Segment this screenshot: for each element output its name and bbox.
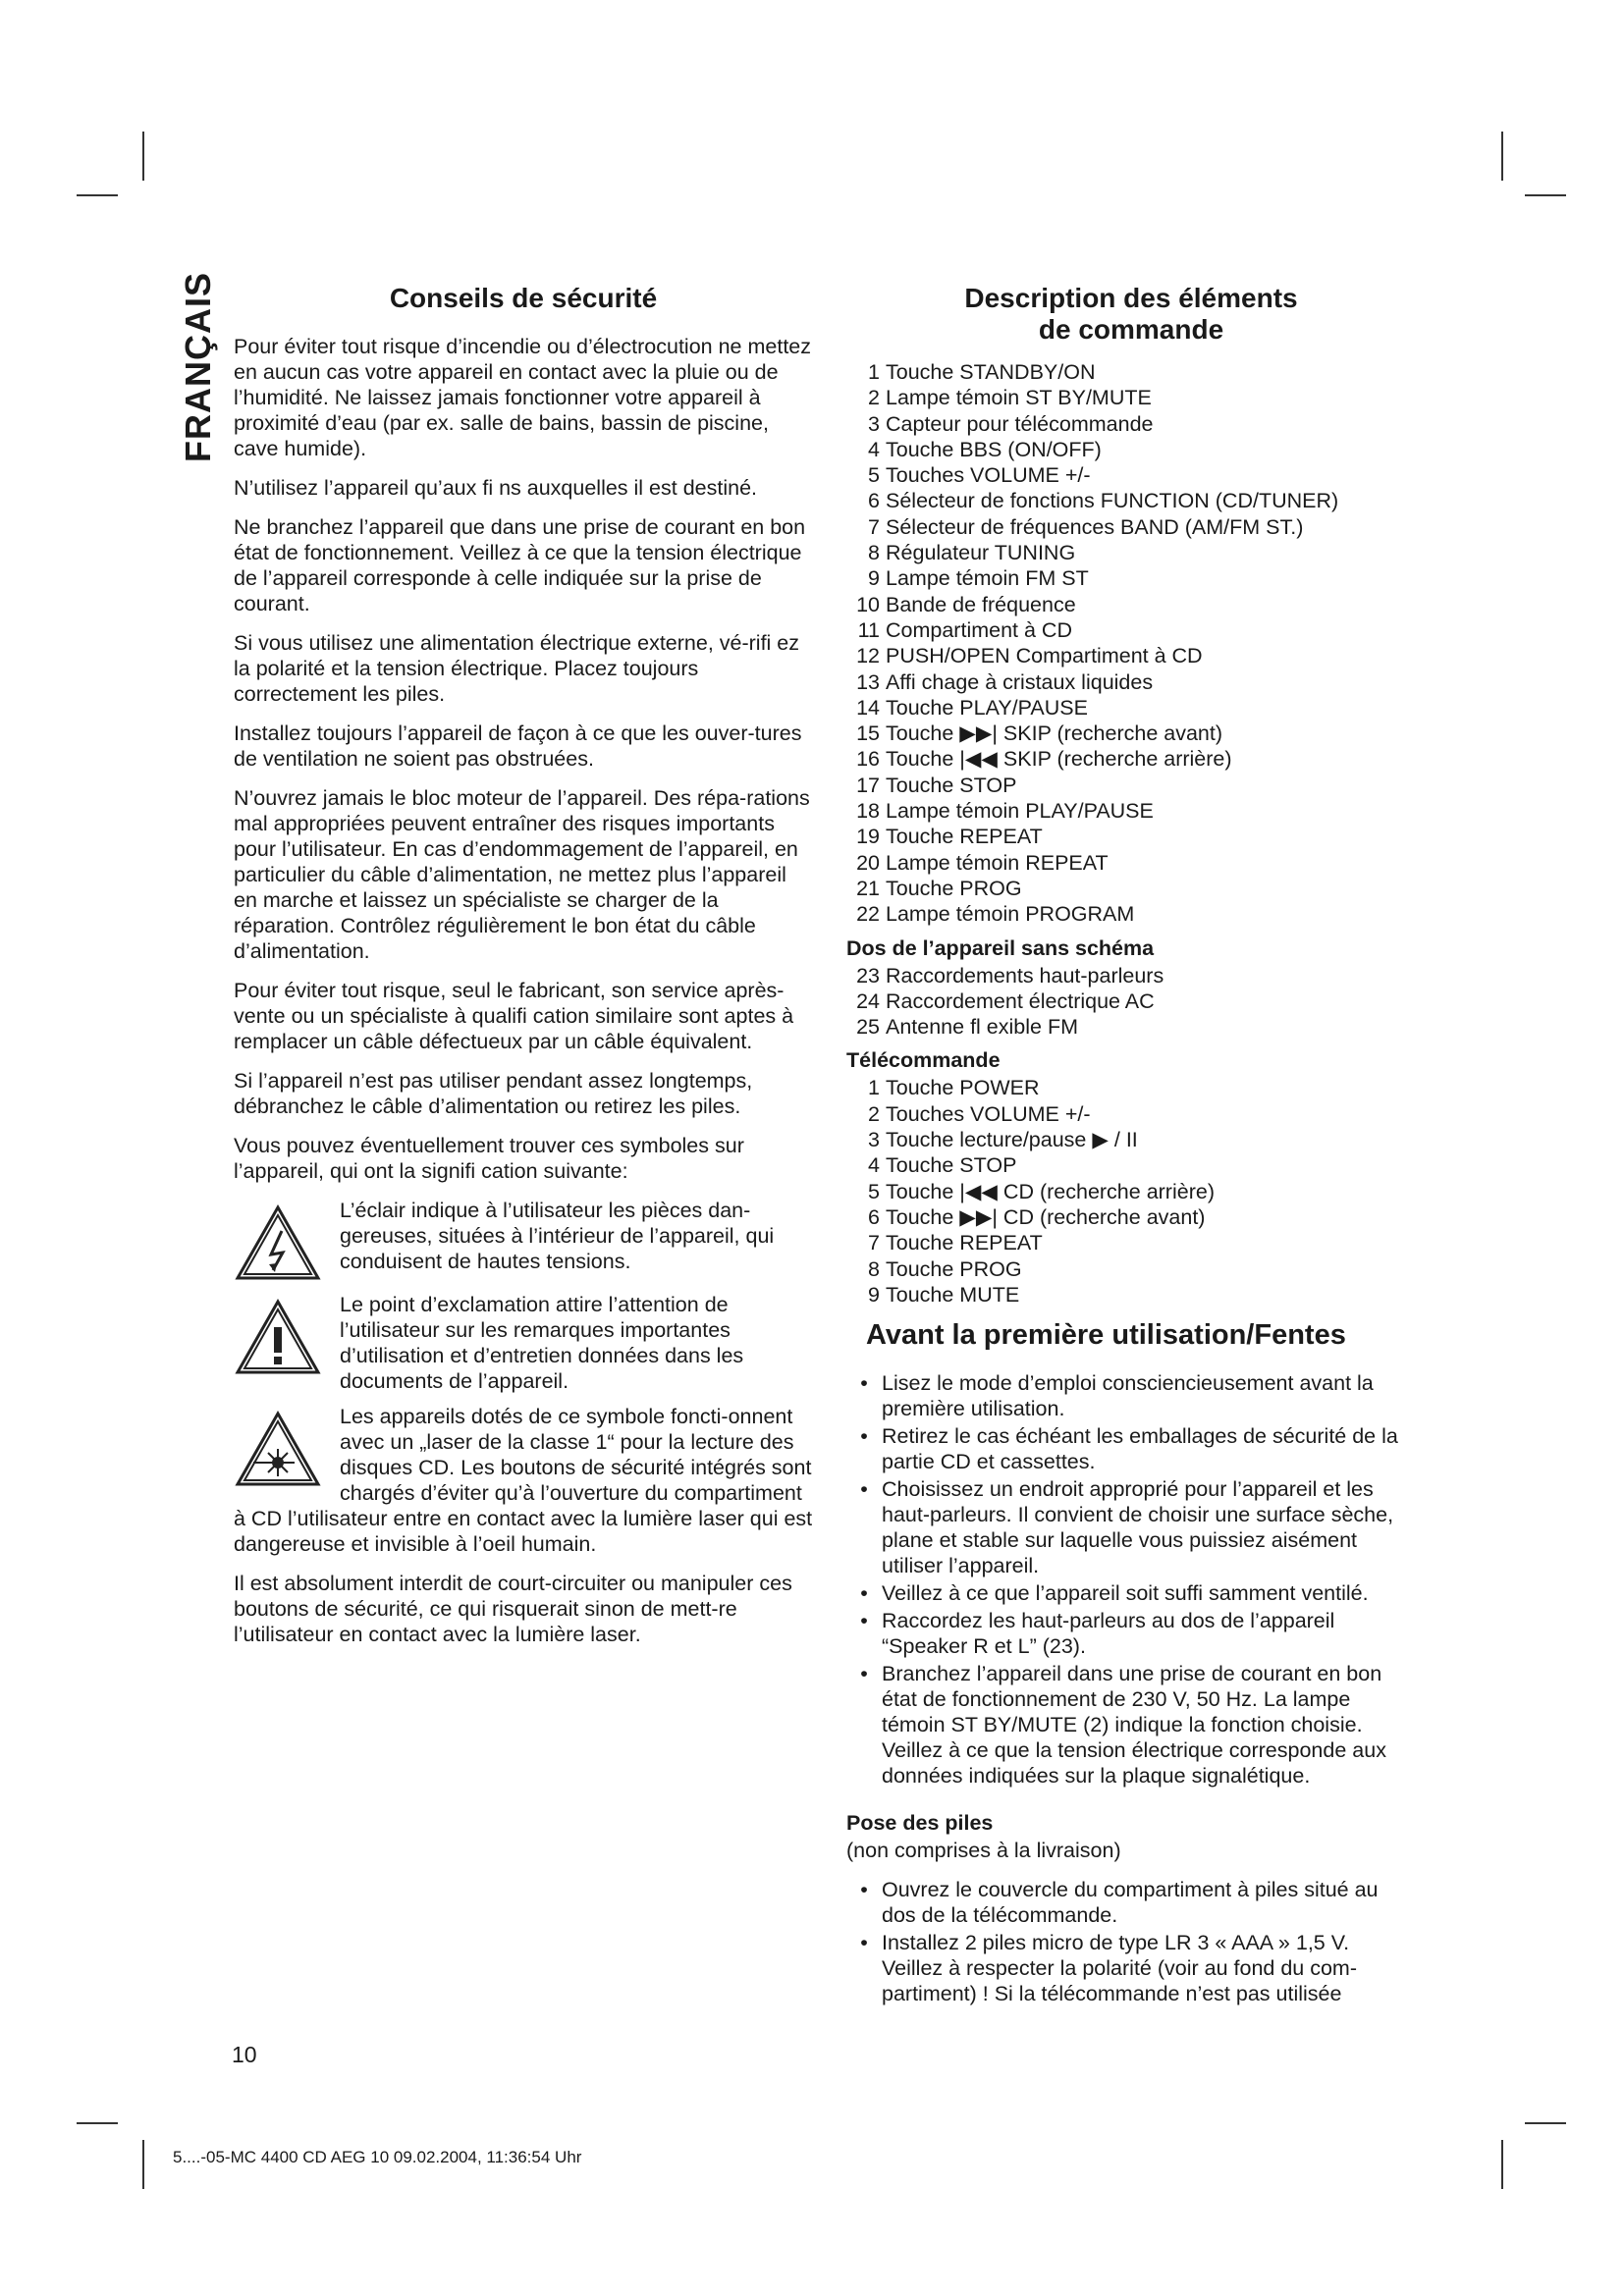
item-text: Touche PLAY/PAUSE [886, 695, 1088, 720]
list-item [846, 876, 1416, 901]
safety-paragraph: Il est absolument interdit de court-circuiter ou manipuler ces boutons de sécurité, ce qui risquerait sinon de mett-re l’utilisateur en contact avec la lumière laser. [234, 1572, 792, 1646]
item-number: 21 [856, 876, 880, 900]
list-item [846, 514, 1416, 540]
safety-paragraph: Ne branchez l’appareil que dans une prise de courant en bon état de fonctionnement. Veillez à ce que la tension électrique de l’appareil corresponde à celle indiquée sur la prise de courant. [234, 515, 806, 615]
controls-list [846, 359, 1416, 928]
item-text: Raccordements haut-parleurs [886, 963, 1164, 988]
item-text: Touche POWER [886, 1076, 1040, 1100]
item-text: Touche BBS (ON/OFF) [886, 437, 1102, 461]
item-number: 6 [868, 489, 880, 513]
item-number: 4 [868, 437, 880, 461]
item-number: 9 [868, 566, 880, 591]
bullet-icon: • [860, 1662, 868, 1686]
bullet-item [846, 1661, 1416, 1789]
item-text: Touche ▶▶| CD (recherche avant) [886, 1204, 1206, 1229]
piles-list [846, 1877, 1416, 2006]
item-text: Régulateur TUNING [886, 541, 1076, 565]
list-item [846, 1282, 1416, 1308]
item-text: Touche |◀◀ CD (recherche arrière) [886, 1179, 1215, 1203]
item-text: Lampe témoin PLAY/PAUSE [886, 799, 1154, 824]
item-number: 23 [856, 963, 880, 988]
list-item [846, 1127, 1416, 1152]
item-number: 8 [868, 541, 880, 565]
item-number: 17 [856, 773, 880, 797]
item-number: 1 [868, 360, 880, 384]
item-text: Lampe témoin ST BY/MUTE [886, 386, 1152, 410]
crop-mark [142, 2140, 144, 2189]
item-number: 10 [856, 592, 880, 616]
item-number: 14 [856, 695, 880, 720]
list-item [846, 462, 1416, 488]
bullet-icon: • [860, 1477, 868, 1502]
footer-text: 5....-05-MC 4400 CD AEG 10 09.02.2004, 11:36:54 Uhr [173, 2148, 582, 2166]
item-text: Touche REPEAT [886, 825, 1043, 849]
item-text: Bande de fréquence [886, 592, 1076, 616]
symbol-text: L’éclair indique à l’utilisateur les pièces dan-gereuses, situées à l’intérieur de l’appareil, qui conduisent de hautes tensions. [340, 1199, 775, 1273]
safety-paragraph: Si vous utilisez une alimentation électrique externe, vé-rifi ez la polarité et la tension électrique. Placez toujours correctement les piles. [234, 631, 800, 706]
item-text: Touche PROG [886, 1256, 1022, 1281]
crop-mark [1501, 2140, 1503, 2189]
item-number: 24 [856, 988, 880, 1013]
list-item [846, 695, 1416, 721]
list-item [846, 565, 1416, 591]
item-text: Touches VOLUME +/- [886, 1101, 1091, 1126]
list-item [846, 1179, 1416, 1204]
back-title: Dos de l’appareil sans schéma [846, 935, 1155, 960]
list-item [846, 721, 1416, 746]
safety-paragraph: Installez toujours l’appareil de façon à ce que les ouver-tures de ventilation ne soient pas obstruées. [234, 721, 802, 771]
bullet-item [846, 1423, 1416, 1474]
crop-mark [77, 2122, 118, 2124]
back-list [846, 963, 1416, 1041]
bullet-text: Ouvrez le couvercle du compartiment à piles situé au dos de la télécommande. [882, 1878, 1379, 1928]
remote-title: Télécommande [846, 1048, 1001, 1073]
item-number: 16 [856, 747, 880, 772]
safety-paragraph: Vous pouvez éventuellement trouver ces symboles sur l’appareil, qui ont la signifi cation suivante: [234, 1134, 744, 1183]
item-number: 4 [868, 1153, 880, 1178]
safety-paragraph: Pour éviter tout risque d’incendie ou d’électrocution ne mettez en aucun cas votre appareil en contact avec la pluie ou de l’humidité. Ne laissez jamais fonctionner votre appareil à proximité d’eau (par ex. salle de bains, bassin de piscine, cave humide). [234, 335, 812, 460]
controls-title [846, 283, 1416, 346]
item-number: 7 [868, 1231, 880, 1255]
list-item [846, 669, 1416, 695]
list-item [846, 773, 1416, 798]
safety-paragraph: Si l’appareil n’est pas utiliser pendant assez longtemps, débranchez le câble d’alimentation ou retirez les piles. [234, 1069, 753, 1118]
list-item [846, 1152, 1416, 1178]
list-item [846, 437, 1416, 462]
bullet-icon: • [860, 1581, 868, 1606]
bullet-item [846, 1608, 1416, 1659]
list-item [846, 798, 1416, 824]
item-number: 25 [856, 1015, 880, 1040]
bullet-item [846, 1370, 1416, 1421]
symbol-text: Les appareils dotés de ce symbole foncti-onnent avec un „laser de la classe 1“ pour la lecture des disques CD. Les boutons de sécurité intégrés sont chargés d’éviter qu’à l’ouverture du compartiment à CD l’utilisateur entre en contact avec la lumière laser qui est dangereuse et invisible à l’oeil humain. [234, 1405, 813, 1556]
list-item [846, 488, 1416, 513]
bullet-text: Veillez à ce que l’appareil soit suffi samment ventilé. [882, 1581, 1369, 1606]
exclamation-warning-icon [234, 1298, 322, 1376]
item-number: 6 [868, 1204, 880, 1229]
item-number: 15 [856, 721, 880, 746]
item-text: Touche ▶▶| SKIP (recherche avant) [886, 721, 1223, 746]
item-number: 2 [868, 1101, 880, 1126]
list-item [846, 1256, 1416, 1282]
list-item [846, 963, 1416, 988]
symbol-row [234, 1292, 813, 1394]
list-item [846, 411, 1416, 437]
bullet-item [846, 1930, 1416, 2006]
bullet-item [846, 1580, 1416, 1606]
item-number: 1 [868, 1076, 880, 1100]
bullet-item [846, 1877, 1416, 1928]
bullet-item [846, 1476, 1416, 1578]
lightning-warning-icon [234, 1203, 322, 1282]
list-item [846, 385, 1416, 410]
bullet-text: Branchez l’appareil dans une prise de courant en bon état de fonctionnement de 230 V, 50 Hz. La lampe témoin ST BY/MUTE (2) indique la fonction choisie. Veillez à ce que la tension électrique corresponde aux données indiquées sur la plaque signalétique. [882, 1662, 1386, 1789]
item-number: 12 [856, 644, 880, 668]
left-column [234, 283, 813, 1661]
item-text: Touche |◀◀ SKIP (recherche arrière) [886, 747, 1232, 772]
bullet-text: Installez 2 piles micro de type LR 3 « AAA » 1,5 V. Veillez à respecter la polarité (voir au fond du com-partiment) ! Si la télécommande n’est pas utilisée [882, 1931, 1357, 2006]
item-number: 7 [868, 514, 880, 539]
safety-paragraph: N’ouvrez jamais le bloc moteur de l’appareil. Des répa-rations mal appropriées peuvent entraîner des risques importants pour l’utilisateur. En cas d’endommagement de l’appareil, en particulier du câble d’alimentation, ne mettez plus l’appareil en marche et laissez un spécialiste se charger de la réparation. Contrôlez régulièrement le bon état du câble d’alimentation. [234, 786, 810, 963]
list-item [846, 746, 1416, 772]
item-text: Lampe témoin FM ST [886, 566, 1089, 591]
safety-paragraph: Pour éviter tout risque, seul le fabricant, son service après-vente ou un spécialiste à qualifi cation similaire sont aptes à remplacer un câble défectueux par un câble équivalent. [234, 979, 794, 1053]
item-number: 19 [856, 825, 880, 849]
item-text: Lampe témoin PROGRAM [886, 902, 1135, 927]
list-item [846, 359, 1416, 385]
item-text: PUSH/OPEN Compartiment à CD [886, 644, 1203, 668]
item-number: 2 [868, 386, 880, 410]
bullet-text: Lisez le mode d’emploi consciencieusement avant la première utilisation. [882, 1371, 1374, 1421]
item-text: Touche MUTE [886, 1282, 1020, 1307]
bullet-icon: • [860, 1878, 868, 1902]
item-text: Sélecteur de fonctions FUNCTION (CD/TUNER) [886, 489, 1339, 513]
bullet-text: Retirez le cas échéant les emballages de sécurité de la partie CD et cassettes. [882, 1424, 1398, 1474]
bullet-icon: • [860, 1609, 868, 1633]
item-text: Touche STOP [886, 1153, 1017, 1178]
list-item [846, 824, 1416, 849]
item-number: 22 [856, 902, 880, 927]
bullet-icon: • [860, 1371, 868, 1396]
list-item [846, 1101, 1416, 1127]
crop-mark [142, 132, 144, 181]
safety-paragraph: N’utilisez l’appareil qu’aux fi ns auxquelles il est destiné. [234, 476, 758, 500]
list-item [846, 988, 1416, 1014]
list-item [846, 540, 1416, 565]
symbol-row [234, 1404, 813, 1557]
list-item [846, 1014, 1416, 1040]
language-tab-label: FRANÇAIS [178, 272, 218, 462]
list-item [846, 643, 1416, 668]
page-number: 10 [232, 2042, 257, 2067]
list-item [846, 592, 1416, 617]
bullet-icon: • [860, 1931, 868, 1955]
piles-subtitle: (non comprises à la livraison) [846, 1839, 1121, 1863]
item-number: 13 [856, 669, 880, 694]
item-number: 9 [868, 1282, 880, 1307]
crop-mark [77, 194, 118, 196]
bullet-text: Raccordez les haut-parleurs au dos de l’appareil “Speaker R et L” (23). [882, 1609, 1335, 1659]
right-column [846, 283, 1416, 2020]
list-item [846, 901, 1416, 927]
item-text: Lampe témoin REPEAT [886, 850, 1109, 875]
item-text: Touche PROG [886, 876, 1022, 900]
item-number: 3 [868, 411, 880, 436]
list-item [846, 1230, 1416, 1255]
safety-title: Conseils de sécurité [389, 283, 658, 313]
item-number: 5 [868, 1179, 880, 1203]
list-item [846, 850, 1416, 876]
crop-mark [1525, 194, 1566, 196]
item-number: 18 [856, 799, 880, 824]
controls-title-line1: Description des éléments [964, 283, 1298, 313]
item-text: Compartiment à CD [886, 617, 1072, 642]
crop-mark [1525, 2122, 1566, 2124]
item-text: Capteur pour télécommande [886, 411, 1154, 436]
item-number: 8 [868, 1256, 880, 1281]
item-text: Touche STOP [886, 773, 1017, 797]
item-number: 3 [868, 1128, 880, 1152]
laser-warning-icon [234, 1410, 322, 1488]
symbol-row [234, 1198, 813, 1282]
crop-mark [1501, 132, 1503, 181]
item-text: Sélecteur de fréquences BAND (AM/FM ST.) [886, 514, 1304, 539]
item-number: 5 [868, 463, 880, 488]
symbol-text: Le point d’exclamation attire l’attention de l’utilisateur sur les remarques importantes d’utilisation et d’entretien données dans les documents de l’appareil. [340, 1293, 744, 1393]
item-text: Touche lecture/pause ▶ / II [886, 1128, 1138, 1152]
bullet-icon: • [860, 1424, 868, 1449]
item-text: Touche REPEAT [886, 1231, 1043, 1255]
item-number: 11 [857, 617, 880, 642]
item-number: 20 [856, 850, 880, 875]
list-item [846, 1204, 1416, 1230]
avant-title: Avant la première utilisation/Fentes [866, 1319, 1346, 1352]
language-tab [175, 272, 222, 462]
item-text: Touche STANDBY/ON [886, 360, 1096, 384]
remote-list [846, 1075, 1416, 1308]
list-item [846, 617, 1416, 643]
item-text: Raccordement électrique AC [886, 988, 1155, 1013]
list-item [846, 1075, 1416, 1100]
item-text: Affi chage à cristaux liquides [886, 669, 1154, 694]
item-text: Touches VOLUME +/- [886, 463, 1091, 488]
bullet-text: Choisissez un endroit approprié pour l’appareil et les haut-parleurs. Il convient de choisir une surface sèche, plane et stable sur laquelle vous puissiez aisément utiliser l’appareil. [882, 1477, 1394, 1578]
avant-list [846, 1370, 1416, 1789]
piles-title: Pose des piles [846, 1811, 994, 1836]
item-text: Antenne fl exible FM [886, 1015, 1078, 1040]
controls-title-line2: de commande [1038, 314, 1224, 345]
